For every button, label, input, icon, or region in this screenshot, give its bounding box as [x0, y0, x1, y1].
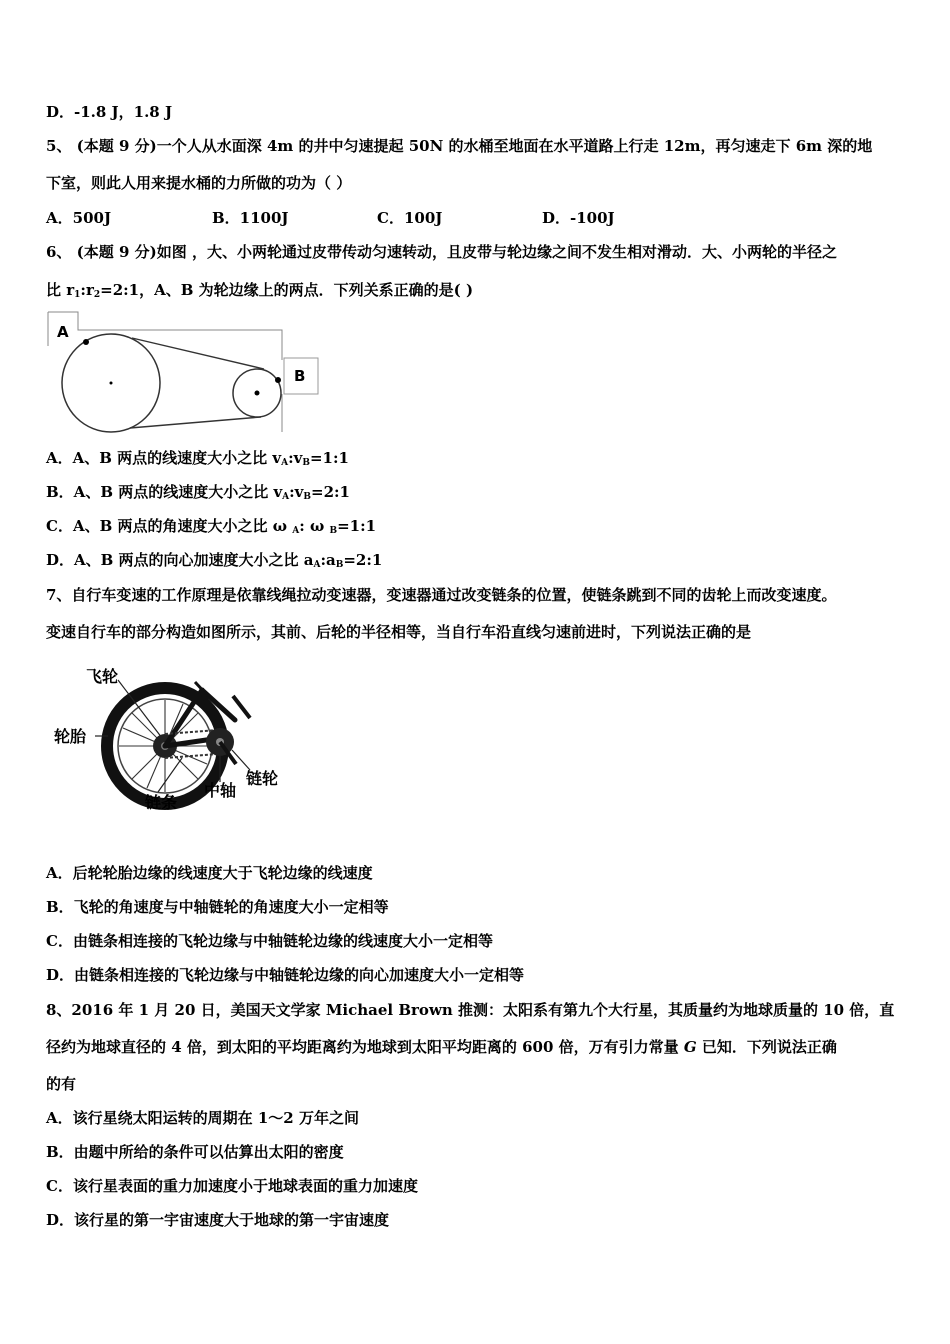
q7-stem-line2: 变速自行车的部分构造如图所示，其前、后轮的半径相等，当自行车沿直线匀速前进时，下列说法正确的是	[46, 623, 752, 641]
q8-stem-line3: 的有	[46, 1075, 77, 1093]
q8-stem-line1: 8、2016 年 1 月 20 日，美国天文学家 Michael Brown 推测：太阳系有第九个大行星，其质量约为地球质量的 10 倍，直	[46, 1001, 895, 1019]
point-a	[83, 339, 89, 345]
large-wheel-center	[110, 382, 113, 385]
q8-option-b: B．由题中所给的条件可以估算出太阳的密度	[46, 1143, 344, 1161]
label-tire: 轮胎	[54, 727, 87, 746]
small-wheel-center	[255, 391, 260, 396]
label-flywheel: 飞轮	[86, 667, 119, 686]
label-axle: 中轴	[204, 781, 237, 800]
label-chain: 链条	[145, 793, 178, 812]
q7-option-a: A．后轮轮胎边缘的线速度大于飞轮边缘的线速度	[46, 864, 373, 882]
q8-option-a: A．该行星绕太阳运转的周期在 1～2 万年之间	[46, 1109, 359, 1127]
q5-stem-line2: 下室，则此人用来提水桶的力所做的功为（ ）	[46, 174, 352, 192]
label-a: A	[57, 323, 69, 341]
point-b	[275, 377, 281, 383]
bicycle-figure	[50, 660, 290, 818]
q6-option-a: A．A、B 两点的线速度大小之比 $v_A:v_B=1:1$	[46, 449, 349, 468]
q5-option-b: B．1100J	[212, 209, 289, 227]
q7-option-c: C．由链条相连接的飞轮边缘与中轴链轮边缘的线速度大小一定相等	[46, 932, 493, 950]
q5-option-a: A．500J	[46, 209, 112, 227]
label-b: B	[294, 367, 306, 385]
q6-option-c: C．A、B 两点的角速度大小之比 ω $_A$: ω $_B$=1:1	[46, 517, 377, 536]
q5-stem-line1: 5、 (本题 9 分)一个人从水面深 4m 的井中匀速提起 50N 的水桶至地面在水平道路上行走 12m，再匀速走下 6m 深的地	[46, 137, 873, 155]
q5-option-d: D．-100J	[542, 209, 615, 227]
q8-option-c: C．该行星表面的重力加速度小于地球表面的重力加速度	[46, 1177, 418, 1195]
q7-option-b: B．飞轮的角速度与中轴链轮的角速度大小一定相等	[46, 898, 389, 916]
q8-stem-line2: 径约为地球直径的 4 倍，到太阳的平均距离约为地球到太阳平均距离的 600 倍，万有引力常量 G 已知．下列说法正确	[46, 1038, 837, 1056]
belt-pulley-figure	[46, 310, 324, 438]
q6-stem-line2: 比 $r_1:r_2=2:1$，A、B 为轮边缘上的两点．下列关系正确的是( )	[46, 281, 474, 300]
upper-belt	[132, 338, 264, 369]
q7-stem-line1: 7、自行车变速的工作原理是依靠线绳拉动变速器，变速器通过改变链条的位置，使链条跳到不同的齿轮上而改变速度。	[46, 586, 837, 604]
down-tube	[233, 696, 250, 718]
label-sprocket: 链轮	[246, 769, 279, 788]
q6-option-b: B．A、B 两点的线速度大小之比 $v_A:v_B=2:1$	[46, 483, 350, 502]
figure-frame-line	[48, 312, 282, 360]
lower-belt	[130, 417, 261, 428]
q4-option-d: D．-1.8 J，1.8 J	[46, 103, 173, 121]
q6-option-d: D．A、B 两点的向心加速度大小之比 $a_A:a_B=2:1$	[46, 551, 383, 570]
q8-option-d: D．该行星的第一宇宙速度大于地球的第一宇宙速度	[46, 1211, 390, 1229]
q7-option-d: D．由链条相连接的飞轮边缘与中轴链轮边缘的向心加速度大小一定相等	[46, 966, 525, 984]
q6-stem-line1: 6、 (本题 9 分)如图 ，大、小两轮通过皮带传动匀速转动，且皮带与轮边缘之间不发生相对滑动．大、小两轮的半径之	[46, 243, 837, 261]
q5-option-c: C．100J	[377, 209, 443, 227]
